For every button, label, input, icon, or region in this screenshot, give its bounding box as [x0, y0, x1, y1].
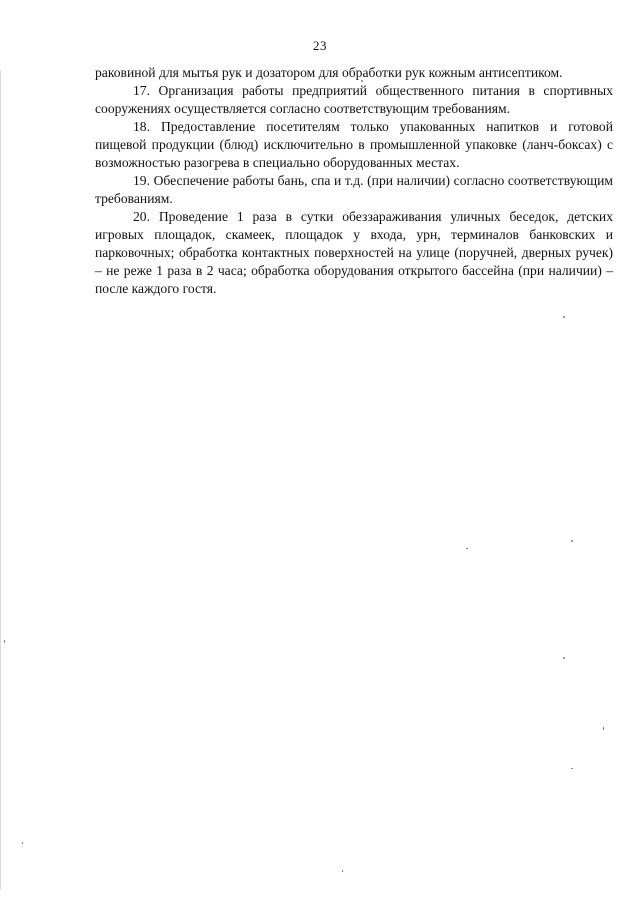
paragraph-item-17: 17. Организация работы предприятий общественного питания в спортивных сооружениях осуществляется согласно соответствующим требованиям. — [95, 83, 613, 116]
paragraph-item-19: 19. Обеспечение работы бань, спа и т.д. (при наличии) согласно соответствующим требованиям. — [95, 173, 613, 206]
scan-speck — [22, 842, 23, 844]
scan-speck — [563, 316, 565, 318]
scan-speck — [603, 727, 604, 730]
scan-speck — [466, 548, 468, 549]
paragraph-item-18: 18. Предоставление посетителям только упакованных напитков и готовой пищевой продукции (блюд) исключительно в промышленной упаковке (ланч-боксах) с возможностью разогрева в специально оборудованных местах. — [95, 119, 613, 170]
scan-speck — [563, 657, 565, 659]
scan-speck — [4, 640, 5, 643]
scan-speck — [571, 768, 573, 769]
scan-speck — [361, 80, 363, 82]
scan-speck — [342, 870, 343, 872]
page-number: 23 — [313, 38, 327, 53]
scan-edge-line — [0, 70, 1, 890]
paragraph-continuation: раковиной для мытья рук и дозатором для обработки рук кожным антисептиком. — [95, 65, 563, 80]
document-body — [95, 64, 613, 298]
scan-speck — [571, 540, 573, 542]
paragraph-item-20: 20. Проведение 1 раза в сутки обеззараживания уличных беседок, детских игровых площадок, скамеек, площадок у входа, урн, терминалов банковских и парковочных; обработка контактных поверхностей на улице (поручней, дверных ручек) – не реже 1 раза в 2 часа; обработка оборудования открытого бассейна (при наличии) – после каждого гостя. — [95, 209, 613, 296]
